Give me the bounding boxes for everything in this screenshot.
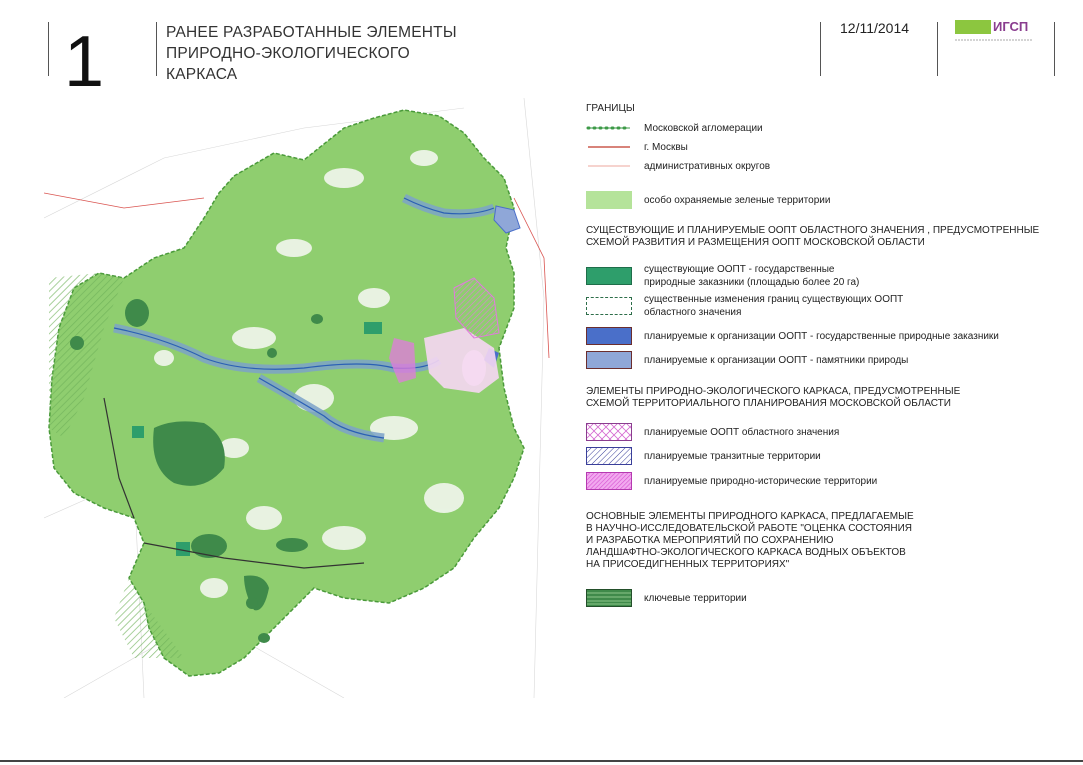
bottom-rule (0, 760, 1083, 762)
logo-subtext (955, 36, 1035, 46)
logo-mark (955, 20, 991, 34)
dark-green-swatch (586, 267, 632, 285)
header-divider (1054, 22, 1055, 76)
blue-hatch-swatch (586, 447, 632, 465)
slide-number: 1 (64, 22, 105, 102)
legend-heading-oopt: СУЩЕСТВУЮЩИЕ И ПЛАНИРУЕМЫЕ ООПТ ОБЛАСТНОГО ЗНАЧЕНИЯ , ПРЕДУСМОТРЕННЫЕ СХЕМОЙ РАЗВИТИЯ И РАЗМЕЩЕНИЯ ООПТ МОСКОВСКОЙ ОБЛАСТИ (586, 225, 1040, 248)
logo-text: ИГСП (993, 19, 1029, 34)
dotted-green-line-icon (586, 122, 632, 140)
date-label: 12/11/2014 (840, 20, 910, 36)
header-divider (48, 22, 49, 76)
thin-red-line-icon (586, 160, 632, 178)
green-swatch (586, 191, 632, 209)
region-map[interactable] (44, 98, 560, 698)
red-line-icon (586, 141, 632, 159)
legend-heading-framework: ЭЛЕМЕНТЫ ПРИРОДНО-ЭКОЛОГИЧЕСКОГО КАРКАСА, ПРЕДУСМОТРЕННЫЕ СХЕМОЙ ТЕРРИТОРИАЛЬНОГО ПЛАНИРОВАНИЯ МОСКОВСКОЙ ОБЛАСТИ (586, 386, 961, 409)
pink-crosshatch-swatch (586, 423, 632, 441)
striped-green-swatch (586, 589, 632, 607)
page-title: РАНЕЕ РАЗРАБОТАННЫЕ ЭЛЕМЕНТЫ ПРИРОДНО-ЭКОЛОГИЧЕСКОГО КАРКАСА (166, 24, 457, 83)
header-divider (156, 22, 157, 76)
dashed-swatch (586, 297, 632, 315)
light-blue-swatch (586, 351, 632, 369)
blue-swatch (586, 327, 632, 345)
legend-heading-research: ОСНОВНЫЕ ЭЛЕМЕНТЫ ПРИРОДНОГО КАРКАСА, ПРЕДЛАГАЕМЫЕ В НАУЧНО-ИССЛЕДОВАТЕЛЬСКОЙ РАБОТЕ "ОЦЕНКА СОСТОЯНИЯ И РАЗРАБОТКА МЕРОПРИЯТИЙ ПО СОХРАНЕНИЮ ЛАНДШАФТНО-ЭКОЛОГИЧЕСКОГО КАРКАСА ВОДНЫХ ОБЪЕКТОВ НА ПРИСОЕДИГНЕННЫХ ТЕРРИТОРИЯХ" (586, 511, 914, 570)
logo (955, 20, 1037, 48)
header-divider (937, 22, 938, 76)
header-divider (820, 22, 821, 76)
pink-hatch-swatch (586, 472, 632, 490)
legend-heading-borders: ГРАНИЦЫ (586, 103, 635, 114)
